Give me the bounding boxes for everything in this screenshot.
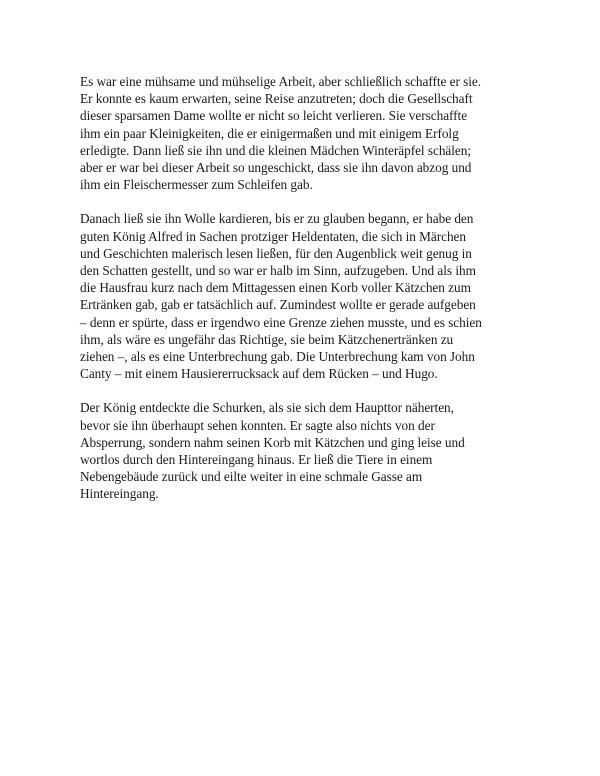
text-line: Er konnte es kaum erwarten, seine Reise anzutreten; doch die Gesellschaft: [80, 91, 473, 107]
text-line: Der König entdeckte die Schurken, als sie sich dem Haupttor näherten,: [80, 400, 454, 416]
text-line: die Hausfrau kurz nach dem Mittagessen einen Korb voller Kätzchen zum: [80, 280, 471, 296]
text-line: Hintereingang.: [80, 486, 159, 502]
text-line: Nebengebäude zurück und eilte weiter in eine schmale Gasse am: [80, 469, 423, 485]
text-line: Canty – mit einem Hausiererrucksack auf dem Rücken – und Hugo.: [80, 366, 438, 382]
text-line: Absperrung, sondern nahm seinen Korb mit Kätzchen und ging leise und: [80, 434, 465, 450]
text-line: erledigte. Dann ließ sie ihn und die kleinen Mädchen Winteräpfel schälen;: [80, 142, 472, 158]
text-line: dieser sparsamen Dame wollte er nicht so leicht verlieren. Sie verschaffte: [80, 108, 468, 124]
text-line: und Geschichten malerisch lesen ließen, für den Augenblick weit genug in: [80, 245, 472, 261]
text-line: aber er war bei dieser Arbeit so ungeschickt, dass sie ihn davon abzog und: [80, 160, 472, 176]
text-line: wortlos durch den Hintereingang hinaus. Er ließ die Tiere in einem: [80, 452, 433, 468]
text-line: ihm ein Fleischermesser zum Schleifen gab.: [80, 177, 313, 193]
paragraph-3: [80, 399, 532, 502]
document-page: [80, 73, 532, 520]
paragraph-1: [80, 73, 532, 193]
text-line: ziehen –, als es eine Unterbrechung gab. Die Unterbrechung kam von John: [80, 349, 475, 365]
text-line: ihm ein paar Kleinigkeiten, die er einigermaßen und mit einigem Erfolg: [80, 125, 459, 141]
paragraph-2: [80, 210, 532, 382]
text-line: Danach ließ sie ihn Wolle kardieren, bis er zu glauben begann, er habe den: [80, 211, 474, 227]
text-line: bevor sie ihn überhaupt sehen konnten. Er sagte also nichts von der: [80, 417, 435, 433]
text-line: – denn er spürte, dass er irgendwo eine Grenze ziehen musste, und es schien: [80, 314, 482, 330]
text-line: den Schatten gestellt, und so war er halb im Sinn, aufzugeben. Und als ihm: [80, 263, 476, 279]
text-line: Es war eine mühsame und mühselige Arbeit, aber schließlich schaffte er sie.: [80, 74, 482, 89]
text-line: Ertränken gab, gab er tatsächlich auf. Zumindest wollte er gerade aufgeben: [80, 297, 476, 313]
text-line: ihm, als wäre es ungefähr das Richtige, sie beim Kätzchenertränken zu: [80, 331, 454, 347]
text-line: guten König Alfred in Sachen protziger Heldentaten, die sich in Märchen: [80, 228, 467, 244]
